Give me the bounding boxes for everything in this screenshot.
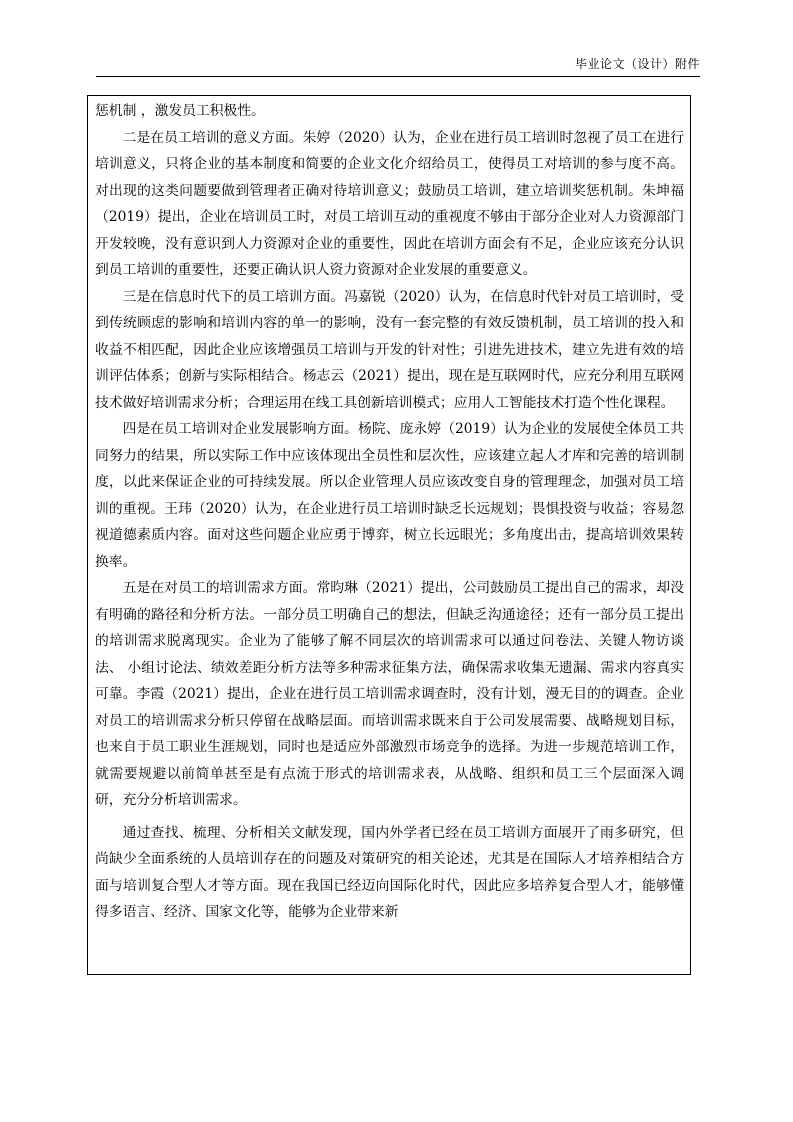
page-header: [96, 54, 700, 77]
paragraph-training-significance: 二是在员工培训的意义方面。朱婷（2020）认为，企业在进行员工培训时忽视了员工在进行培训意义，只将企业的基本制度和简要的企业文化介绍给员工，使得员工对培训的参与度不高。对出现的这类问题要做到管理者正确对待培训意义；鼓励员工培训，建立培训奖惩机制。朱坤福（2019）提出，企业在培训员工时，对员工培训互动的重视度不够由于部分企业对人力资源部门开发较晚，没有意识到人力资源对企业的重要性，因此在培训方面会有不足，企业应该充分认识到员工培训的重要性，还要正确认识人资力资源对企业发展的重要意义。: [95, 129, 684, 278]
paragraph-training-needs: 五是在对员工的培训需求方面。常昀琳（2021）提出，公司鼓励员工提出自己的需求，却没有明确的路径和分析方法。一部分员工明确自己的想法，但缺乏沟通途径；还有一部分员工提出的培训需求脱离现实。企业为了能够了解不同层次的培训需求可以通过问卷法、关键人物访谈法、 小组讨论法、绩效差距分析方法等多种需求征集方法，确保需求收集无遗漏、需求内容真实可靠。李霞（2021）提出，企业在进行员工培训需求调查时，没有计划，漫无目的的调查。企业对员工的培训需求分析只停留在战略层面。而培训需求既来自于公司发展需要、战略规划目标，也来自于员工职业生涯规划，同时也是适应外部激烈市场竞争的选择。为进一步规范培训工作，就需要规避以前简单甚至是有点流于形式的培训需求表，从战略、组织和员工三个层面深入调研，充分分析培训需求。: [95, 580, 684, 808]
paragraph-information-age: 三是在信息时代下的员工培训方面。冯嘉锐（2020）认为，在信息时代针对员工培训时，受到传统顾虑的影响和培训内容的单一的影响，没有一套完整的有效反馈机制，员工培训的投入和收益不相匹配，因此企业应该增强员工培训与开发的针对性；引进先进技术，建立先进有效的培训评估体系；创新与实际相结合。杨志云（2021）提出，现在是互联网时代，应充分利用互联网技术做好培训需求分析；合理运用在线工具创新培训模式；应用人工智能技术打造个性化课程。: [95, 288, 684, 411]
content-box: [87, 95, 691, 975]
paragraph-literature-summary: 通过查找、梳理、分析相关文献发现，国内外学者已经在员工培训方面展开了雨多研究，但尚缺少全面系统的人员培训存在的问题及对策研究的相关论述，尤其是在国际人才培养相结合方面与培训复合型人才等方面。现在我国已经迈向国际化时代，因此应多培养复合型人才，能够懂得多语言、经济、国家文化等，能够为企业带来新: [95, 824, 684, 920]
paragraph-enterprise-development: 四是在员工培训对企业发展影响方面。杨院、庞永婷（2019）认为企业的发展使全体员工共同努力的结果，所以实际工作中应该体现出全员性和层次性，应该建立起人才库和完善的培训制度，以此来保证企业的可持续发展。所以企业管理人员应该改变自身的管理理念，加强对员工培训的重视。王玮（2020）认为，在企业进行员工培训时缺乏长远规划；畏惧投资与收益；容易忽视道德素质内容。面对这些问题企业应勇于博弈，树立长远眼光；多角度出击，提高培训效果转换率。: [95, 421, 684, 570]
paragraph-continuation: 惩机制 ，激发员工积极性。: [95, 103, 265, 119]
header-title: 毕业论文（设计）附件: [574, 57, 700, 71]
